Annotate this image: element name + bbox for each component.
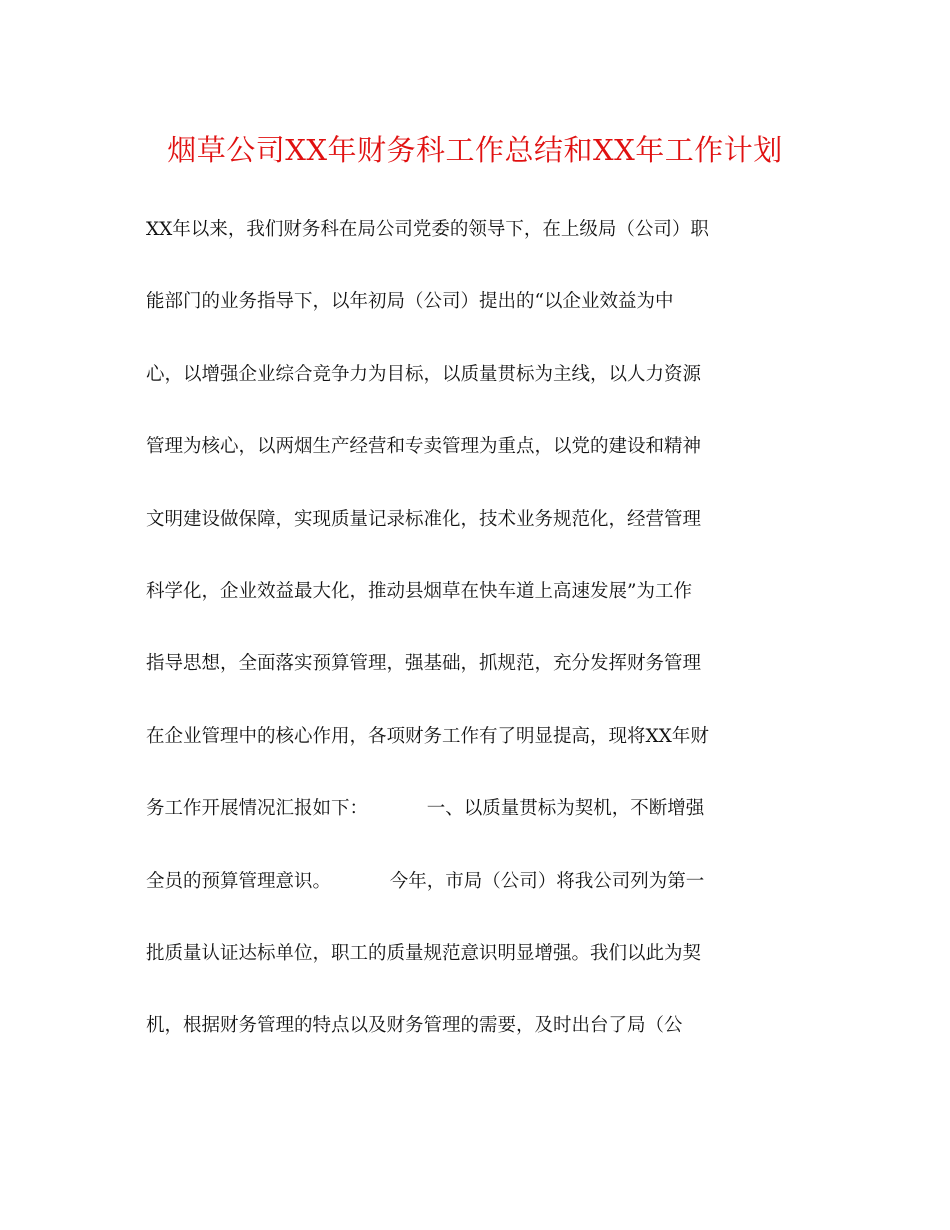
document-title: 烟草公司XX年财务科工作总结和XX年工作计划 (167, 133, 783, 167)
body-line: XX年以来，我们财务科在局公司党委的领导下，在上级局（公司）职 (146, 219, 709, 240)
body-line: 务工作开展情况汇报如下： 一、以质量贯标为契机，不断增强 (146, 798, 705, 820)
body-line: 能部门的业务指导下，以年初局（公司）提出的“以企业效益为中 (146, 291, 674, 313)
body-line: 文明建设做保障，实现质量记录标准化，技术业务规范化，经营管理 (146, 508, 702, 530)
body-line: 机，根据财务管理的特点以及财务管理的需要，及时出台了局（公 (146, 1015, 683, 1037)
body-line: 心，以增强企业综合竞争力为目标，以质量贯标为主线，以人力资源 (146, 363, 702, 385)
body-line: 全员的预算管理意识。 今年，市局（公司）将我公司列为第一 (146, 870, 705, 892)
body-line: 管理为核心，以两烟生产经营和专卖管理为重点，以党的建设和精神 (146, 436, 702, 458)
body-line: 指导思想，全面落实预算管理，强基础，抓规范，充分发挥财务管理 (146, 653, 702, 675)
body-line: 在企业管理中的核心作用，各项财务工作有了明显提高，现将XX年财 (146, 725, 709, 747)
body-line: 科学化，企业效益最大化，推动县烟草在快车道上高速发展”为工作 (146, 580, 692, 602)
body-line: 批质量认证达标单位，职工的质量规范意识明显增强。我们以此为契 (146, 942, 702, 964)
document-body (146, 212, 806, 1081)
